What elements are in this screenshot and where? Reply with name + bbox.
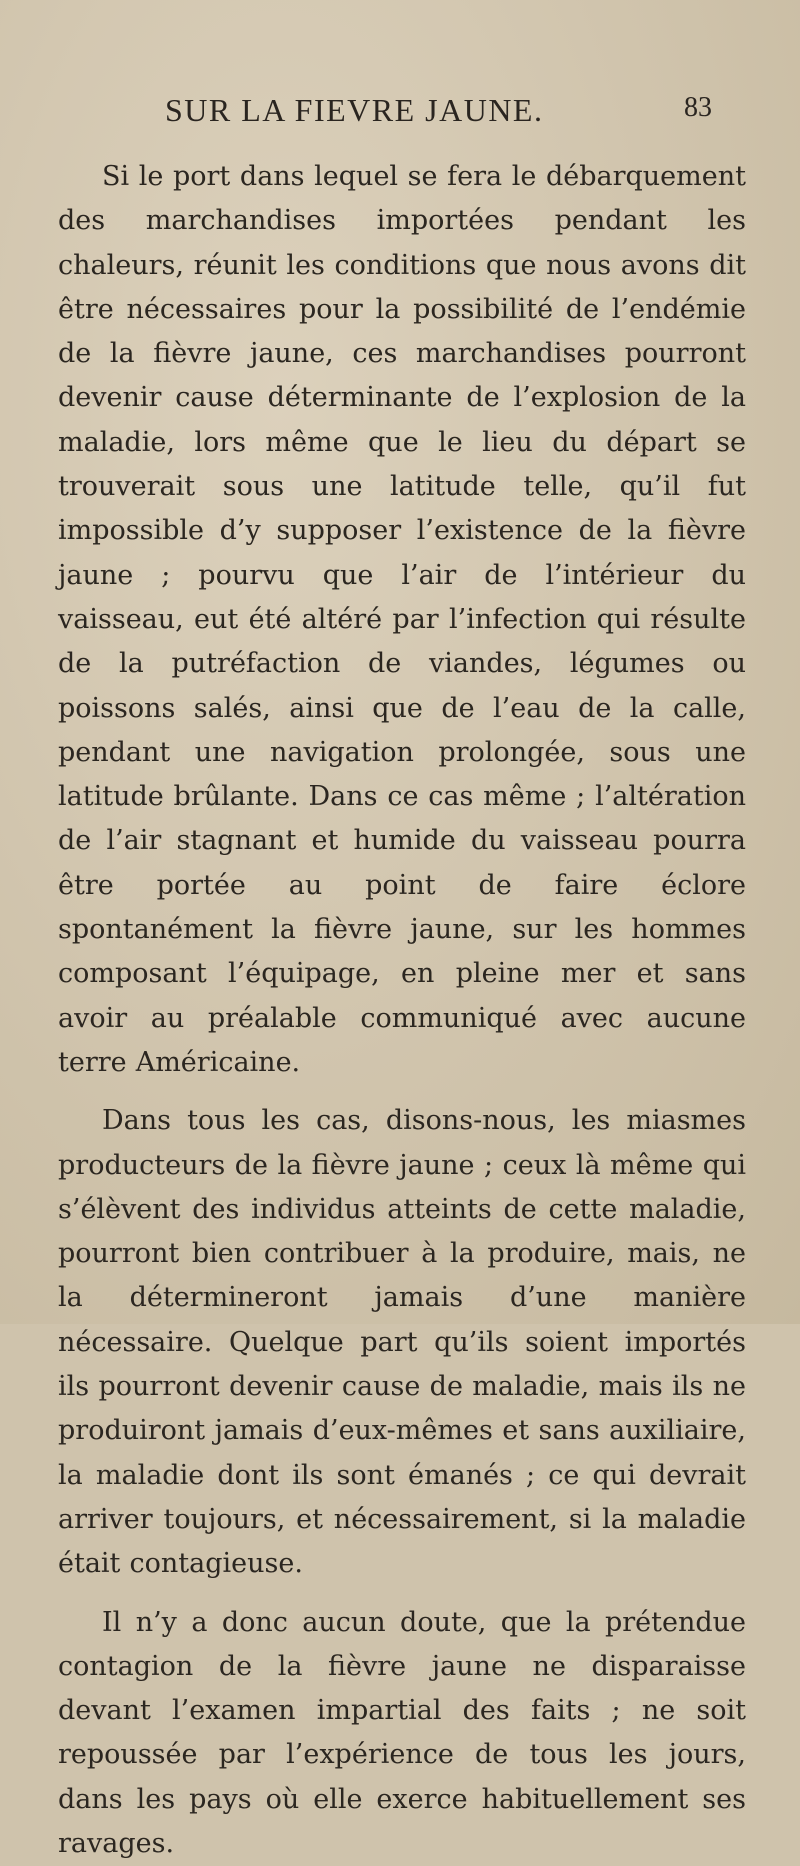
- paragraph-2: Dans tous les cas, disons-nous, les miasmes producteurs de la fièvre jaune ; ceux là même qui s’élèvent des individus atteints de cette maladie, pourront bien contribuer à la produire, mais, ne la détermineront jamais d’une manière nécessaire. Quelque part qu’ils soient importés ils pourront devenir cause de maladie, mais ils ne produiront jamais d’eux-mêmes et sans auxiliaire, la maladie dont ils sont émanés ; ce qui devrait arriver toujours, et nécessairement, si la maladie était contagieuse.: [58, 1099, 746, 1586]
- paragraph-3: Il n’y a donc aucun doute, que la prétendue contagion de la fièvre jaune ne disparaisse devant l’examen impartial des faits ; ne soit repoussée par l’expérience de tous les jours, dans les pays où elle exerce habituellement ses ravages.: [58, 1601, 746, 1866]
- paragraph-1: Si le port dans lequel se fera le débarquement des marchandises importées pendant les chaleurs, réunit les conditions que nous avons dit être nécessaires pour la possibilité de l’endémie de la fièvre jaune, ces marchandises pourront devenir cause déterminante de l’explosion de la maladie, lors même que le lieu du départ se trouverait sous une latitude telle, qu’il fut impossible d’y supposer l’existence de la fièvre jaune ; pourvu que l’air de l’intérieur du vaisseau, eut été altéré par l’infection qui résulte de la putréfaction de viandes, légumes ou poissons salés, ainsi que de l’eau de la calle, pendant une navigation prolongée, sous une latitude brûlante. Dans ce cas même ; l’altération de l’air stagnant et humide du vaisseau pourra être portée au point de faire éclore spontanément la fièvre jaune, sur les hommes composant l’équipage, en pleine mer et sans avoir au préalable communiqué avec aucune terre Américaine.: [58, 155, 746, 1085]
- body-text: [58, 155, 746, 1866]
- page-header: [0, 88, 800, 138]
- page-number: 83: [684, 92, 712, 124]
- running-title: SUR LA FIEVRE JAUNE.: [165, 92, 543, 129]
